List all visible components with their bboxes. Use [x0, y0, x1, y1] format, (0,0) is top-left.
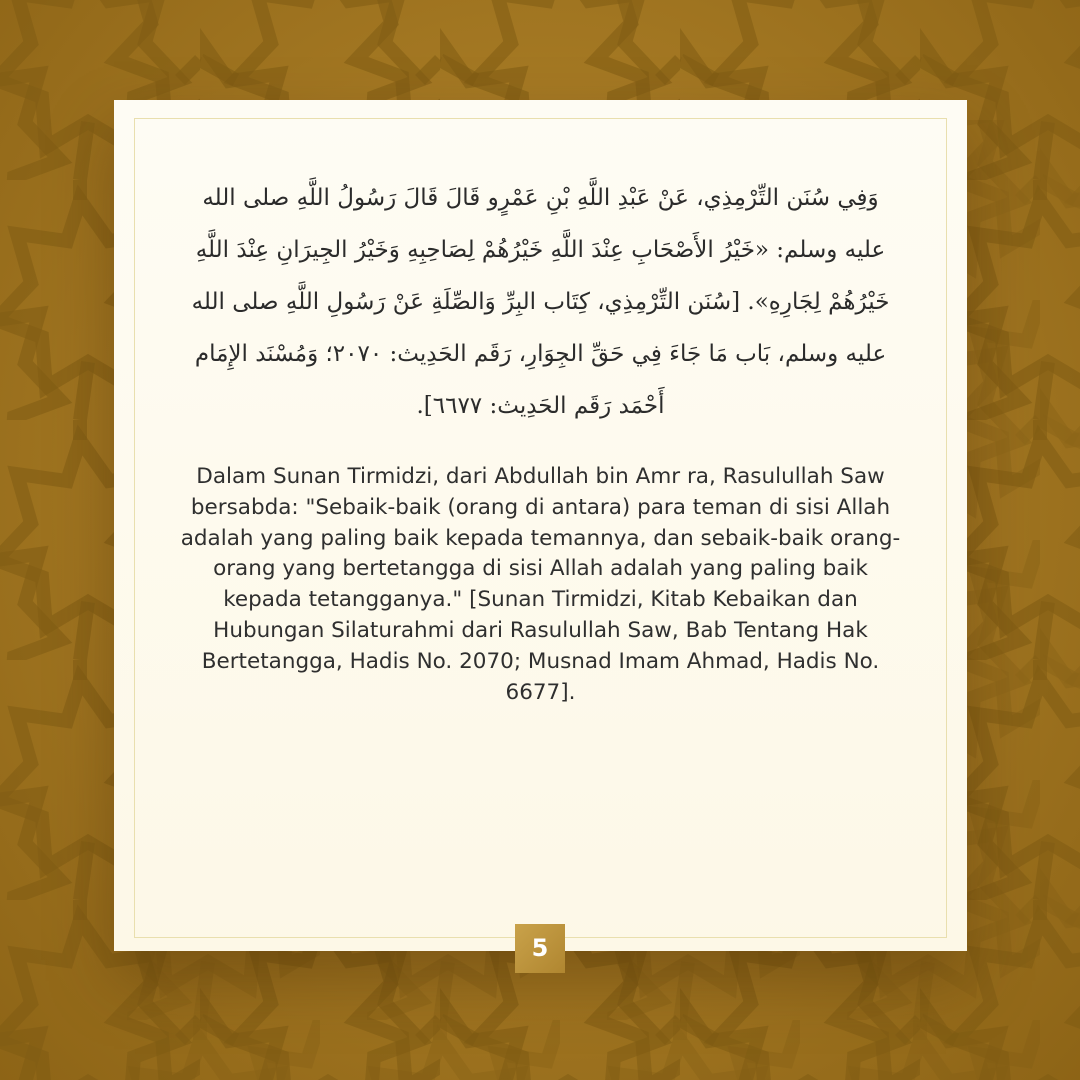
- page-number-badge: 5: [515, 924, 565, 973]
- indonesian-translation-text: Dalam Sunan Tirmidzi, dari Abdullah bin Amr ra, Rasulullah Saw bersabda: "Sebaik-baik (orang di antara) para teman di sisi Allah adalah yang paling baik kepada temannya, dan sebaik-baik orang-orang yang bertetangga di sisi Allah adalah yang paling baik kepada tetangganya." [Sunan Tirmidzi, Kitab Kebaikan dan Hubungan Silaturahmi dari Rasulullah Saw, Bab Tentang Hak Bertetangga, Hadis No. 2070; Musnad Imam Ahmad, Hadis No. 6677].: [180, 464, 901, 705]
- arabic-hadith-text: وَفِي سُنَن التِّرْمِذِي، عَنْ عَبْدِ اللَّهِ بْنِ عَمْرٍو قَالَ قَالَ رَسُولُ اللَّهِ صلى الله عليه وسلم: «خَيْرُ الأَصْحَابِ عِنْدَ اللَّهِ خَيْرُهُمْ لِصَاحِبِهِ وَخَيْرُ الجِيرَانِ عِنْدَ اللَّهِ خَيْرُهُمْ لِجَارِهِ». [سُنَن التِّرْمِذِي، كِتَاب البِرِّ وَالصِّلَةِ عَنْ رَسُولِ اللَّهِ صلى الله عليه وسلم، بَاب مَا جَاءَ فِي حَقِّ الجِوَارِ، رَقَم الحَدِيث: ٢٠٧٠؛ وَمُسْنَد الإِمَام أَحْمَد رَقَم الحَدِيث: ٦٦٧٧].: [191, 185, 890, 419]
- hadith-card: [114, 100, 967, 951]
